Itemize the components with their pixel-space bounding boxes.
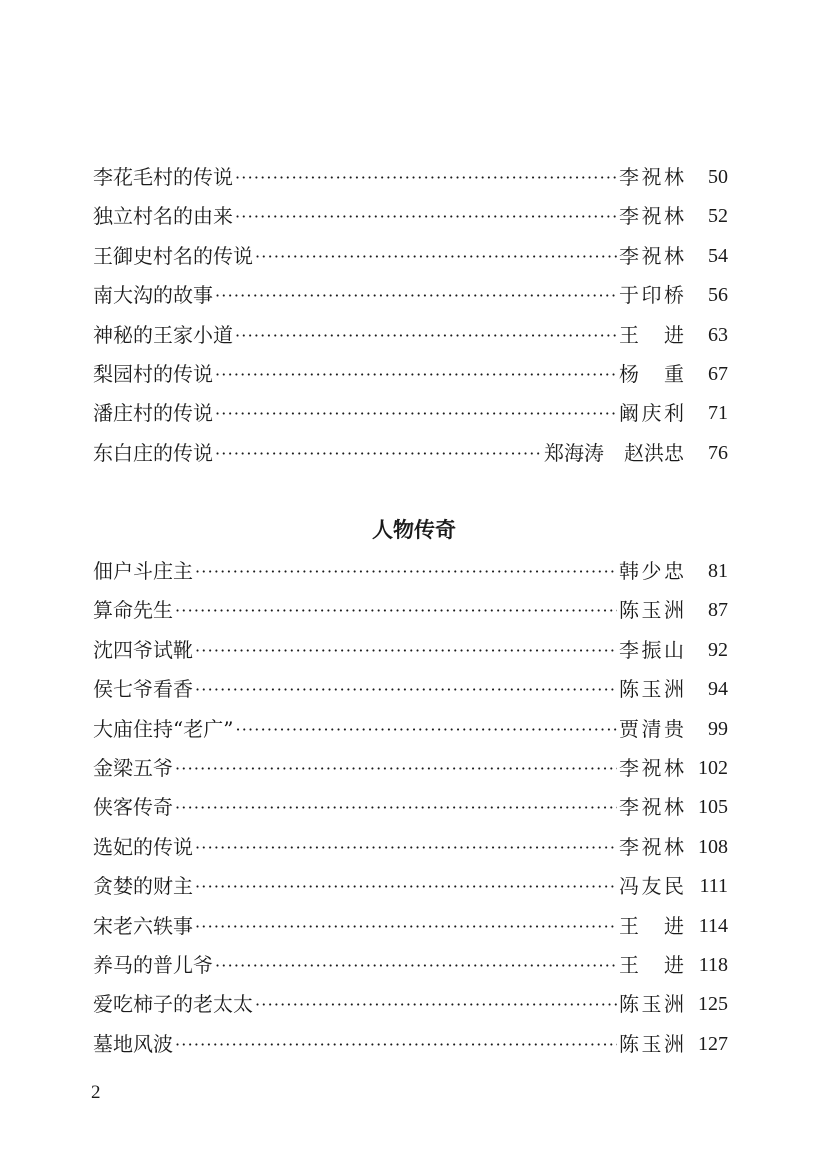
toc-list-character-legends [93, 552, 728, 1064]
entry-author: 李祝林 [619, 755, 684, 780]
toc-entry[interactable] [93, 316, 728, 355]
entry-title: 选妃的传说 [93, 834, 193, 859]
entry-author: 陈玉洲 [619, 1031, 684, 1056]
entry-title: 养马的普儿爷 [93, 952, 213, 977]
entry-author: 郑海涛 赵洪忠 [544, 440, 684, 465]
dot-leader [235, 710, 617, 749]
entry-author: 李祝林 [619, 164, 684, 189]
entry-page-number: 76 [708, 441, 728, 464]
dot-leader [195, 670, 617, 709]
toc-entry[interactable] [93, 710, 728, 749]
dot-leader [175, 788, 617, 827]
entry-page-number: 111 [699, 875, 728, 898]
toc-entry[interactable] [93, 158, 728, 197]
toc-entry[interactable] [93, 946, 728, 985]
toc-entry[interactable] [93, 276, 728, 315]
entry-page-number: 56 [708, 284, 728, 307]
entry-author: 王 进 [619, 913, 684, 938]
dot-leader [255, 237, 617, 276]
toc-entry[interactable] [93, 434, 728, 473]
dot-leader [215, 355, 617, 394]
entry-author: 李祝林 [619, 243, 684, 268]
entry-page-number: 87 [708, 599, 728, 622]
entry-title: 大庙住持“老广” [93, 716, 234, 741]
toc-entry[interactable] [93, 197, 728, 236]
toc-entry[interactable] [93, 907, 728, 946]
entry-author: 李祝林 [619, 795, 684, 820]
entry-title: 金梁五爷 [93, 755, 173, 780]
page-number: 2 [91, 1082, 101, 1103]
dot-leader [195, 552, 617, 591]
entry-page-number: 99 [708, 717, 728, 740]
entry-title: 宋老六轶事 [93, 913, 193, 938]
entry-title: 爱吃柿子的老太太 [93, 992, 253, 1017]
dot-leader [175, 591, 617, 630]
dot-leader [175, 1025, 617, 1064]
entry-title: 独立村名的由来 [93, 204, 233, 229]
section-heading: 人物传奇 [372, 518, 456, 542]
entry-page-number: 52 [708, 205, 728, 228]
toc-entry[interactable] [93, 552, 728, 591]
toc-entry[interactable] [93, 591, 728, 630]
entry-page-number: 105 [698, 796, 728, 819]
entry-author: 冯友民 [619, 874, 684, 899]
entry-author: 贾清贵 [619, 716, 684, 741]
entry-page-number: 92 [708, 638, 728, 661]
entry-author: 陈玉洲 [619, 677, 684, 702]
entry-author: 李祝林 [619, 204, 684, 229]
entry-title: 沈四爷试靴 [93, 637, 193, 662]
dot-leader [195, 907, 617, 946]
entry-author: 王 进 [619, 952, 684, 977]
dot-leader [215, 434, 542, 473]
entry-title: 梨园村的传说 [93, 361, 213, 386]
toc-entry[interactable] [93, 788, 728, 827]
entry-author: 李祝林 [619, 834, 684, 859]
entry-title: 南大沟的故事 [93, 283, 213, 308]
dot-leader [215, 276, 617, 315]
dot-leader [195, 867, 617, 906]
dot-leader [255, 985, 617, 1024]
toc-entry[interactable] [93, 394, 728, 433]
entry-title: 李花毛村的传说 [93, 164, 233, 189]
entry-page-number: 102 [698, 756, 728, 779]
entry-page-number: 71 [708, 402, 728, 425]
entry-author: 于印桥 [619, 283, 684, 308]
entry-page-number: 50 [708, 165, 728, 188]
entry-title: 潘庄村的传说 [93, 401, 213, 426]
toc-list-local-legends [93, 158, 728, 473]
entry-page-number: 125 [698, 993, 728, 1016]
entry-title: 王御史村名的传说 [93, 243, 253, 268]
entry-author: 陈玉洲 [619, 992, 684, 1017]
entry-page-number: 114 [698, 914, 728, 937]
dot-leader [195, 631, 617, 670]
toc-entry[interactable] [93, 867, 728, 906]
entry-author: 杨 重 [619, 361, 684, 386]
entry-title: 侠客传奇 [93, 795, 173, 820]
toc-entry[interactable] [93, 1025, 728, 1064]
entry-page-number: 63 [708, 323, 728, 346]
dot-leader [215, 946, 617, 985]
entry-author: 李振山 [619, 637, 684, 662]
entry-title: 算命先生 [93, 598, 173, 623]
entry-page-number: 54 [708, 244, 728, 267]
entry-author: 阚庆利 [619, 401, 684, 426]
dot-leader [195, 828, 617, 867]
entry-author: 陈玉洲 [619, 598, 684, 623]
entry-page-number: 127 [698, 1032, 728, 1055]
dot-leader [235, 197, 617, 236]
toc-entry[interactable] [93, 749, 728, 788]
entry-title: 侯七爷看香 [93, 677, 193, 702]
toc-entry[interactable] [93, 670, 728, 709]
toc-entry[interactable] [93, 985, 728, 1024]
entry-author: 王 进 [619, 322, 684, 347]
entry-title: 神秘的王家小道 [93, 322, 233, 347]
entry-page-number: 108 [698, 835, 728, 858]
entry-title: 贪婪的财主 [93, 874, 193, 899]
toc-entry[interactable] [93, 237, 728, 276]
entry-author: 韩少忠 [619, 558, 684, 583]
entry-title: 佃户斗庄主 [93, 558, 193, 583]
toc-entry[interactable] [93, 828, 728, 867]
dot-leader [235, 158, 617, 197]
entry-title: 墓地风波 [93, 1031, 173, 1056]
toc-entry[interactable] [93, 355, 728, 394]
entry-title: 东白庄的传说 [93, 440, 213, 465]
entry-page-number: 67 [708, 362, 728, 385]
entry-page-number: 118 [698, 953, 728, 976]
entry-page-number: 94 [708, 678, 728, 701]
dot-leader [175, 749, 617, 788]
dot-leader [215, 394, 617, 433]
dot-leader [235, 316, 617, 355]
toc-entry[interactable] [93, 631, 728, 670]
entry-page-number: 81 [708, 559, 728, 582]
